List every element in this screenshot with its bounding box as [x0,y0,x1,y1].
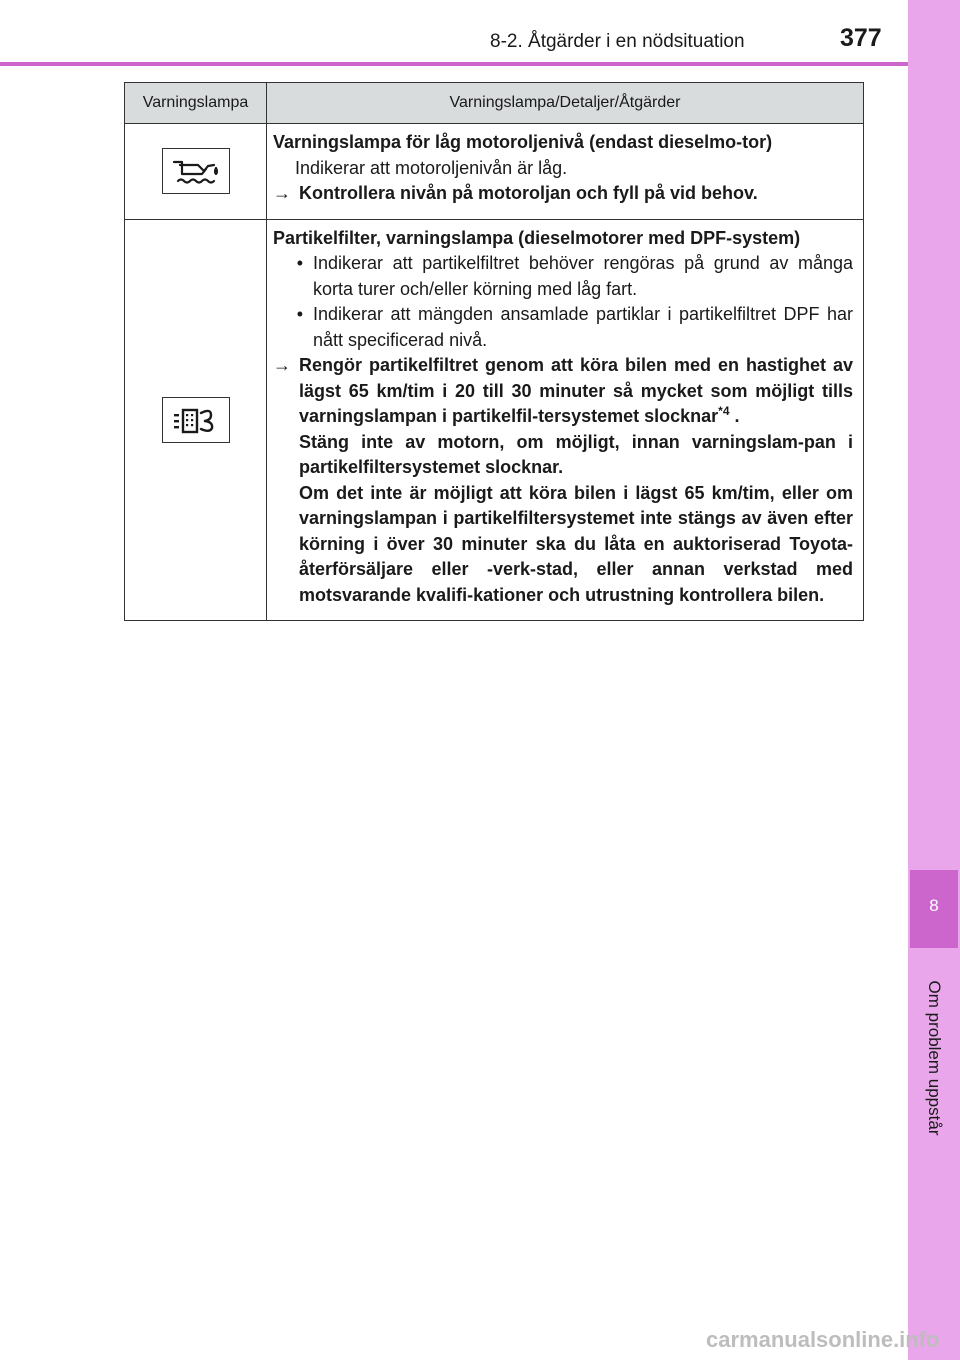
icon-cell [125,124,267,219]
header-rule [0,62,908,66]
watermark: carmanualsonline.info [706,1327,940,1352]
footnote-reference: *4 [718,404,730,418]
action-note: Stäng inte av motorn, om möjligt, innan varningslam-pan i partikelfiltersystemet slocknar. [299,431,853,477]
arrow-icon: → [273,183,291,203]
icon-cell [125,220,267,621]
lamp-title: Varningslampa för låg motoroljenivå (endast dieselmo-tor) [273,132,773,152]
table-row [125,124,863,219]
lamp-action: → Kontrollera nivån på motoroljan och fyll på vid behov. [273,181,853,207]
arrow-icon: → [273,355,291,375]
column-header-lamp: Varningslampa [125,83,267,123]
action-note: Om det inte är möjligt att köra bilen i lägst 65 km/tim, eller om varningslampan i partikelfiltersystemet inte stängs av även efter körning i över 30 minuter ska du låta en auktoriserad Toyota-återförsäljare eller -verk-stad, eller annan verkstad med motsvarande kvalifi-kationer och utrustning kontrollera bilen. [299,482,853,605]
lamp-detail: Indikerar att motoroljenivån är låg. [295,157,568,178]
list-item: • Indikerar att mängden ansamlade partiklar i partikelfiltret DPF har nått specificerad nivå. [273,302,853,353]
dpf-warning-icon [162,397,230,443]
chapter-side-tab [908,0,960,1360]
lamp-title: Partikelfilter, varningslampa (dieselmotorer med DPF-system) [273,227,801,248]
bullet-icon: • [296,253,303,273]
table-header [125,83,863,124]
page-number: 377 [840,24,882,52]
row-details [267,220,863,621]
section-title: 8-2. Åtgärder i en nödsituation [490,31,745,52]
list-item: • Indikerar att partikelfiltret behöver rengöras på grund av många korta turer och/eller körning med låg fart. [273,251,853,302]
lamp-action: → Rengör partikelfiltret genom att köra bilen med en hastighet av lägst 65 km/tim i 20 till 30 minuter så mycket som möjligt tills varningslampan i partikelfil-tersystemet slocknar$^{*4}$ . Stäng inte av motorn, om möjligt, innan varningslam-pan i partikelfiltersystemet slocknar. Om det inte är möjligt att köra bilen i lägst 65 km/tim, eller om varningslampan i partikelfiltersystemet inte stängs av även efter körning i över 30 minuter ska du låta en auktoriserad Toyota-återförsäljare eller -verk-stad, eller annan verkstad med motsvarande kvalifi-kationer och utrustning kontrollera bilen. [273,353,853,608]
column-header-details: Varningslampa/Detaljer/Åtgärder [449,94,681,111]
chapter-title: Om problem uppstår [925,980,944,1136]
chapter-number-badge: 8 [910,870,958,948]
warning-lamp-table [124,82,864,621]
row-details [267,124,863,219]
table-row [125,219,863,621]
bullet-icon: • [296,304,303,324]
oil-level-warning-icon [162,148,230,194]
